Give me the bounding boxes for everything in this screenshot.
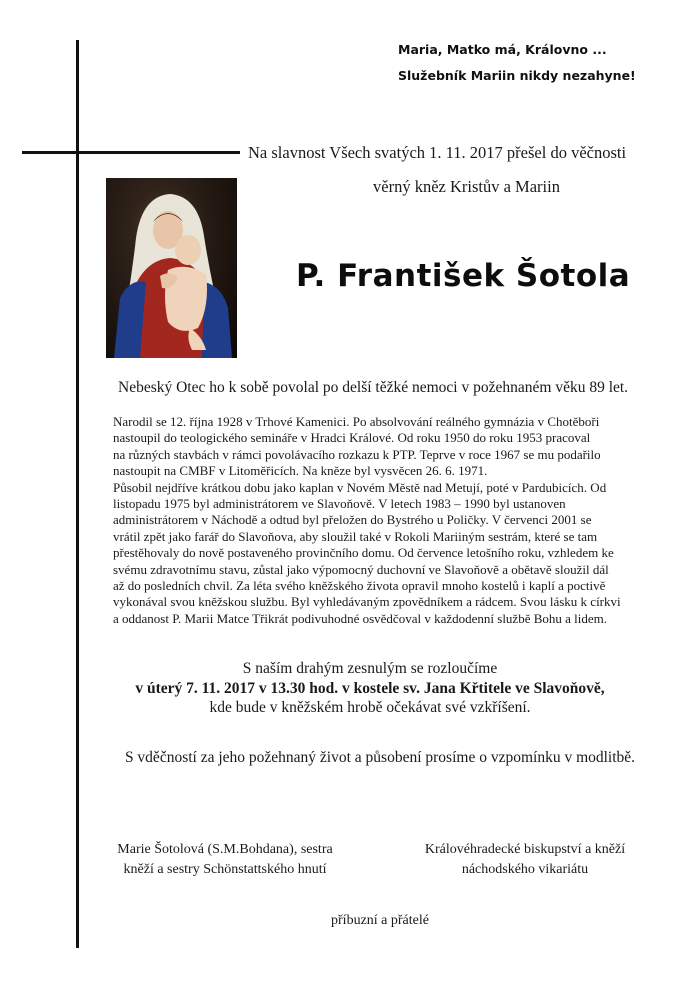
biography-line: nastoupil do teologického semináře v Hradci Králové. Od roku 1950 do roku 1953 pracoval — [113, 430, 591, 446]
announcement-line-1: Na slavnost Všech svatých 1. 11. 2017 přešel do věčnosti — [248, 143, 627, 162]
signature-right-line-1: Královéhradecké biskupství a kněží — [424, 842, 626, 857]
farewell-intro: S naším drahým zesnulým se rozloučíme — [242, 660, 498, 677]
biography-line: Působil nejdříve krátkou dobu jako kaplan v Novém Městě nad Metují, poté v Pardubicích. Od — [113, 479, 607, 495]
biography-line: a oddanost P. Marii Matce Třikrát podivuhodné osvědčoval v každodenní službě Bohu a lidem. — [113, 610, 608, 626]
signature-right — [408, 840, 642, 880]
signature-right-line-2: náchodského vikariátu — [461, 862, 589, 877]
cross-horizontal-bar — [22, 151, 240, 154]
called-home-text: Nebeský Otec ho k sobě povolal po delší těžké nemoci v požehnaném věku 89 let. — [118, 379, 629, 396]
biography-line: listopadu 1975 byl administrátorem ve Slavoňově. V letech 1983 – 1990 byl ustanoven — [113, 496, 566, 512]
deceased-name-heading: P. František Šotola — [296, 258, 631, 294]
signature-left-line-1: Marie Šotolová (S.M.Bohdana), sestra — [117, 842, 333, 857]
cross-vertical-bar — [76, 40, 79, 948]
motto-line-2: Služebník Mariin nikdy nezahyne! — [398, 68, 636, 83]
prayer-request: S vděčností za jeho požehnaný život a působení prosíme o vzpomínku v modlitbě. — [124, 749, 636, 766]
biography-line: až do posledních chvil. Za léta svého kněžského života opravil mnoho kostelů i kaplí a poctivě — [113, 578, 606, 594]
biography-line: vykonával svou kněžskou službu. Byl vyhledávaným zpovědníkem a rádcem. Svou lásku k církvi — [113, 594, 621, 610]
biography-line: vrátil zpět jako farář do Slavoňova, aby sloužil také v Rokoli Mariiným sestrám, které se tam — [113, 528, 598, 544]
burial-note: kde bude v kněžském hrobě očekávat své vzkříšení. — [209, 699, 531, 716]
announcement-line-2: věrný kněz Kristův a Mariin — [373, 177, 560, 196]
funeral-date-place: v úterý 7. 11. 2017 v 13.30 hod. v kostele sv. Jana Křtitele ve Slavoňově, — [135, 680, 605, 697]
biography-line: nastoupit na CMBF v Litoměřicích. Na kněze byl vysvěcen 26. 6. 1971. — [113, 463, 488, 479]
biography-line: přestěhovaly do nově postaveného provinčního domu. Od července letošního roku, vzhledem ke — [113, 545, 614, 561]
family-signature: příbuzní a přátelé — [331, 913, 429, 928]
biography-paragraph — [113, 414, 651, 627]
madonna-portrait-image — [106, 178, 237, 358]
biography-line: Narodil se 12. října 1928 v Trhové Kamenici. Po absolvování reálného gymnázia v Chotěboři — [113, 414, 600, 429]
motto-line-1: Maria, Matko má, Královno ... — [398, 42, 607, 57]
biography-line: administrátorem v Náchodě a odtud byl přeložen do Bystrého u Poličky. V červenci 2001 se — [113, 512, 592, 528]
signature-left-line-2: kněží a sestry Schönstattského hnutí — [123, 862, 327, 877]
biography-line: na různých stavbách v rámci povolávacího rozkazu k PTP. Teprve v roce 1967 se mu podařilo — [113, 446, 601, 462]
signature-left — [108, 840, 342, 880]
biography-line: svému zdravotnímu stavu, zůstal jako výpomocný duchovní ve Slavoňově a obětavě sloužil dál — [113, 561, 609, 577]
